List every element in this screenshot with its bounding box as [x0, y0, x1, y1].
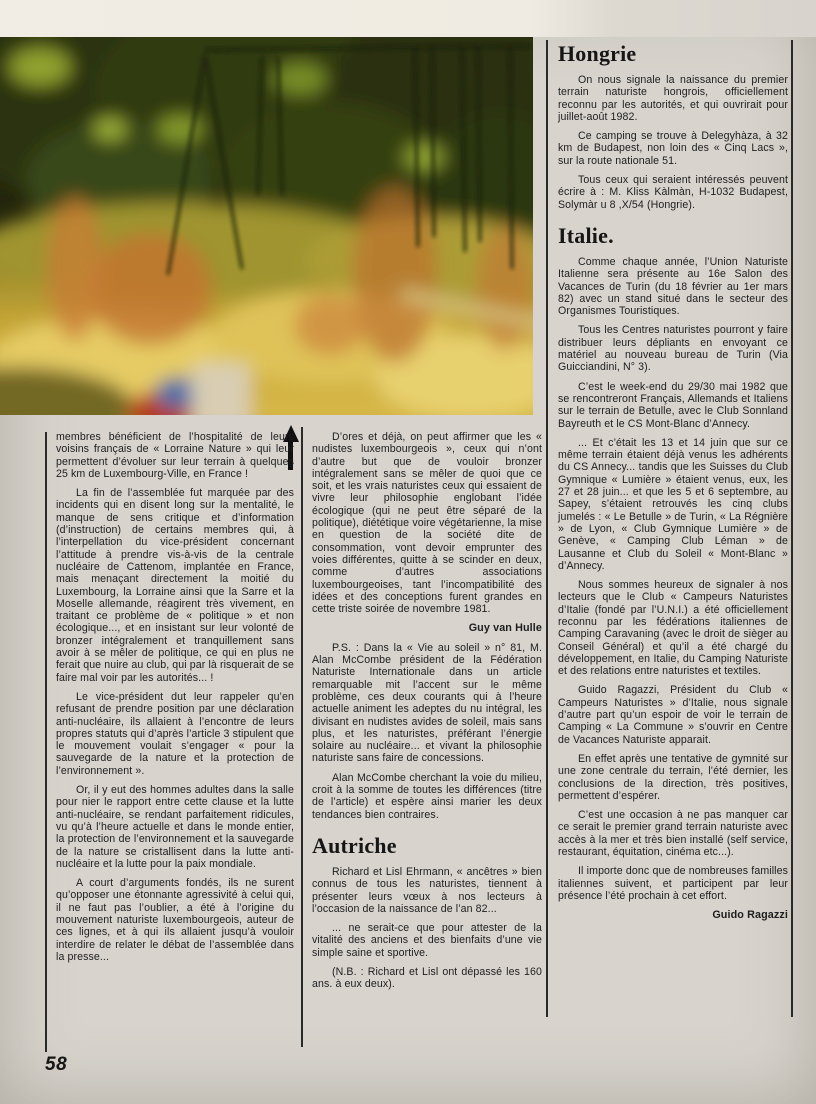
paragraph: Le vice-président dut leur rappeler qu’en refusant de prendre position par une déclaration anti-nucléaire, ils allaient à l’encontre de leurs propres statuts qui d’après l’article 3 stipulent que le mouvement voulait s’engager « pour la sauvegarde de la nature et la protection de l’environnement ». [56, 690, 294, 777]
author-signature: Guido Ragazzi [712, 909, 788, 922]
column-divider-2-3 [546, 40, 548, 1017]
camp-scene-illustration [0, 37, 533, 415]
section-heading-hongrie: Hongrie [558, 41, 637, 66]
paragraph: C’est le week-end du 29/30 mai 1982 que se rencontreront Français, Allemands et Italiens sur le terrain de Betulle, avec le Club Sonnland Bayreuth et le CS Mont-Blanc d’Annecy. [558, 380, 788, 430]
paragraph: Il importe donc que de nombreuses familles italiennes suivent, et participent par leur présence l’été prochain à cet effort. [558, 865, 788, 902]
column-rule-right [791, 40, 793, 1017]
paragraph: Comme chaque année, l’Union Naturiste Italienne sera présente au 16e Salon des Vacances de Turin (du 18 février au 1er mars 82) avec un stand situé dans le secteur des Organismes Touristiques. [558, 255, 788, 318]
paragraph: C’est une occasion à ne pas manquer car ce serait le premier grand terrain naturiste avec accès à la mer et très bien installé (self service, restaurant, équitation, cinéma etc...). [558, 809, 788, 859]
paragraph: D’ores et déjà, on peut affirmer que les « nudistes luxembourgeois », ceux qui n’ont d’autre but que de vouloir bronzer intégralement sans se mêler de quoi que ce soit, et les vrais naturistes ceux qui essaient de vivre leur philosophie englobant l’idée écologique (qui ne peut être séparé de la politique), diététique voire végétarienne, la mise en question de la société dite de consommation, vont devoir emprunter des voies différentes, quitte à se scinder en deux, comme d’autres associations luxembourgeoises, tant l’incompatibilité des idées et des conceptions furent grandes en cette triste soirée de novembre 1981. [312, 431, 542, 616]
article-column-middle [312, 431, 542, 991]
paragraph: Tous les Centres naturistes pourront y faire distribuer leurs dépliants en envoyant ce matériel au nouveau bureau de Turin (Via Guicciandini, N° 3). [558, 324, 788, 374]
paragraph: Ce camping se trouve à Delegyhàza, à 32 km de Budapest, non loin des « Cinq Lacs », sur la route nationale 51. [558, 130, 788, 167]
paragraph: Guido Ragazzi, Président du Club « Campeurs Naturistes » d’Italie, nous signale d’autre part qu’un espoir de voir le terrain de Camping « La Commune » s’ouvrir en Centre de Vacances Naturiste apparait. [558, 684, 788, 746]
column-rule-left [45, 432, 47, 1052]
section-heading-autriche: Autriche [312, 832, 397, 858]
camp-scene-photo [0, 37, 533, 415]
column-divider-1-2 [301, 427, 303, 1047]
paragraph: Nous sommes heureux de signaler à nos lecteurs que le Club « Campeurs Naturistes d’Italie (fondé par l’U.N.I.) a été officiellement reconnu par les fédérations italiennes de Camping Caravaning (avec le droit de sièger au Conseil Général) et qu’il a été chargé du développement, en Italie, du Camping Naturiste et des relations entre naturistes et textiles. [558, 579, 788, 678]
paragraph: En effet après une tentative de gymnité sur une zone centrale du terrain, l’été dernier, les conclusions de la direction, très positives, permettent d’espérer. [558, 752, 788, 802]
paragraph: Alan McCombe cherchant la voie du milieu, croit à la somme de toutes les différences (titre de l’article) et espère ainsi marier les deux tendances bien contraires. [312, 771, 542, 821]
paragraph: Tous ceux qui seraient intéressés peuvent écrire à : M. Kliss Kàlmàn, H-1032 Budapest, Solymàr u 8 ,X/54 (Hongrie). [558, 174, 788, 211]
paragraph: La fin de l’assemblée fut marquée par des incidents qui en disent long sur la mentalité, le manque de sens critique et d’information (d’instruction) de certains membres qui, à l’interpellation du vice-président concernant l’attitude à prendre vis-à-vis de la centrale nucléaire de Cattenom, implantée en France, mais menaçant directement la moitié du Luxembourg, la Lorraine ainsi que la Sarre et la Moselle allemande, réagirent très vivement, en traitant ce problème de « politique » et non écologique..., et en insistant sur leur volonté de bronzer intégralement et tranquillement sans avoir à se mêler de politique, ce qui en plus ne ferait que nuire au club, qui par là risquerait de se faire mal voir par les autorités... ! [56, 487, 294, 684]
paragraph: ... Et c’était les 13 et 14 juin que sur ce même terrain étaient déjà venus les adhérents du CS Annecy... tandis que les Suisses du Club Gymnique « Lumière » étaient venus, eux, les 27 et 28 juin... et que les 5 et 6 septembre, au Sapey, s’étaient retrouvés les cinq clubs jumelés : « Le Betulle » de Turin, « La Régnière » de Lyon, « Club Gymnique Lumière » de Genève, « Camping Club Léman » de Lausanne et Club du Soleil « Mont-Blanc » d’Annecy. [558, 436, 788, 572]
paragraph: P.S. : Dans la « Vie au soleil » n° 81, M. Alan McCombe président de la Fédération Naturiste Internationale dans un article remarquable mit l’accent sur le même problème, ces deux courants qui à l’heure actuelle animent les adeptes du nu intégral, les divisant en nudistes avides de soleil, mais sans plus, et les naturistes, préférant l’énergie solaire au nucléaire... et vivant la philosophie naturiste sans faire de concessions. [312, 641, 542, 765]
author-signature: Guy van Hulle [468, 622, 542, 635]
paragraph: On nous signale la naissance du premier terrain naturiste hongrois, officiellement reconnu par les autorités, et qui ouvrirait pour juillet-août 1982. [558, 74, 788, 123]
article-column-left [56, 431, 294, 963]
paragraph: A court d’arguments fondés, ils ne surent qu’opposer une étonnante agressivité à celui qui, il ne faut pas l’oublier, a été à l’origine du mouvement naturiste luxembourgeois, auteur de ces lignes, et à qui ils allaient jusqu’à vouloir interdire de relater le débat de l’assemblée dans la presse... [56, 877, 294, 963]
paragraph: Or, il y eut des hommes adultes dans la salle pour nier le rapport entre cette clause et la lutte anti-nucléaire, se rendant parfaitement ridicules, vu qu’à l’heure actuelle et dans le monde entier, la protection de l’environnement et la sauvegarde de la nature se cristallisent dans la lutte anti-nucléaire et la lutte pour la paix mondiale. [56, 784, 294, 870]
article-column-right [558, 42, 788, 929]
section-heading-italie: Italie. [558, 222, 614, 248]
paragraph: Richard et Lisl Ehrmann, « ancêtres » bien connus de tous les naturistes, tiennent à présenter leurs vœux à nos lecteurs à l’occasion de la naissance de l’an 82... [312, 865, 542, 915]
paragraph: membres bénéficient de l’hospitalité de leurs voisins français de « Lorraine Nature » qui leur permettent d’évoluer sur leur terrain à quelques 25 km de Luxembourg-Ville, en France ! [56, 431, 294, 480]
paragraph: ... ne serait-ce que pour attester de la vitalité des anciens et des bienfaits d’une vie simple saine et sportive. [312, 922, 542, 959]
page-number: 58 [45, 1054, 68, 1075]
page-top-margin [0, 0, 816, 37]
paragraph: (N.B. : Richard et Lisl ont dépassé les 160 ans. à eux deux). [312, 965, 542, 991]
